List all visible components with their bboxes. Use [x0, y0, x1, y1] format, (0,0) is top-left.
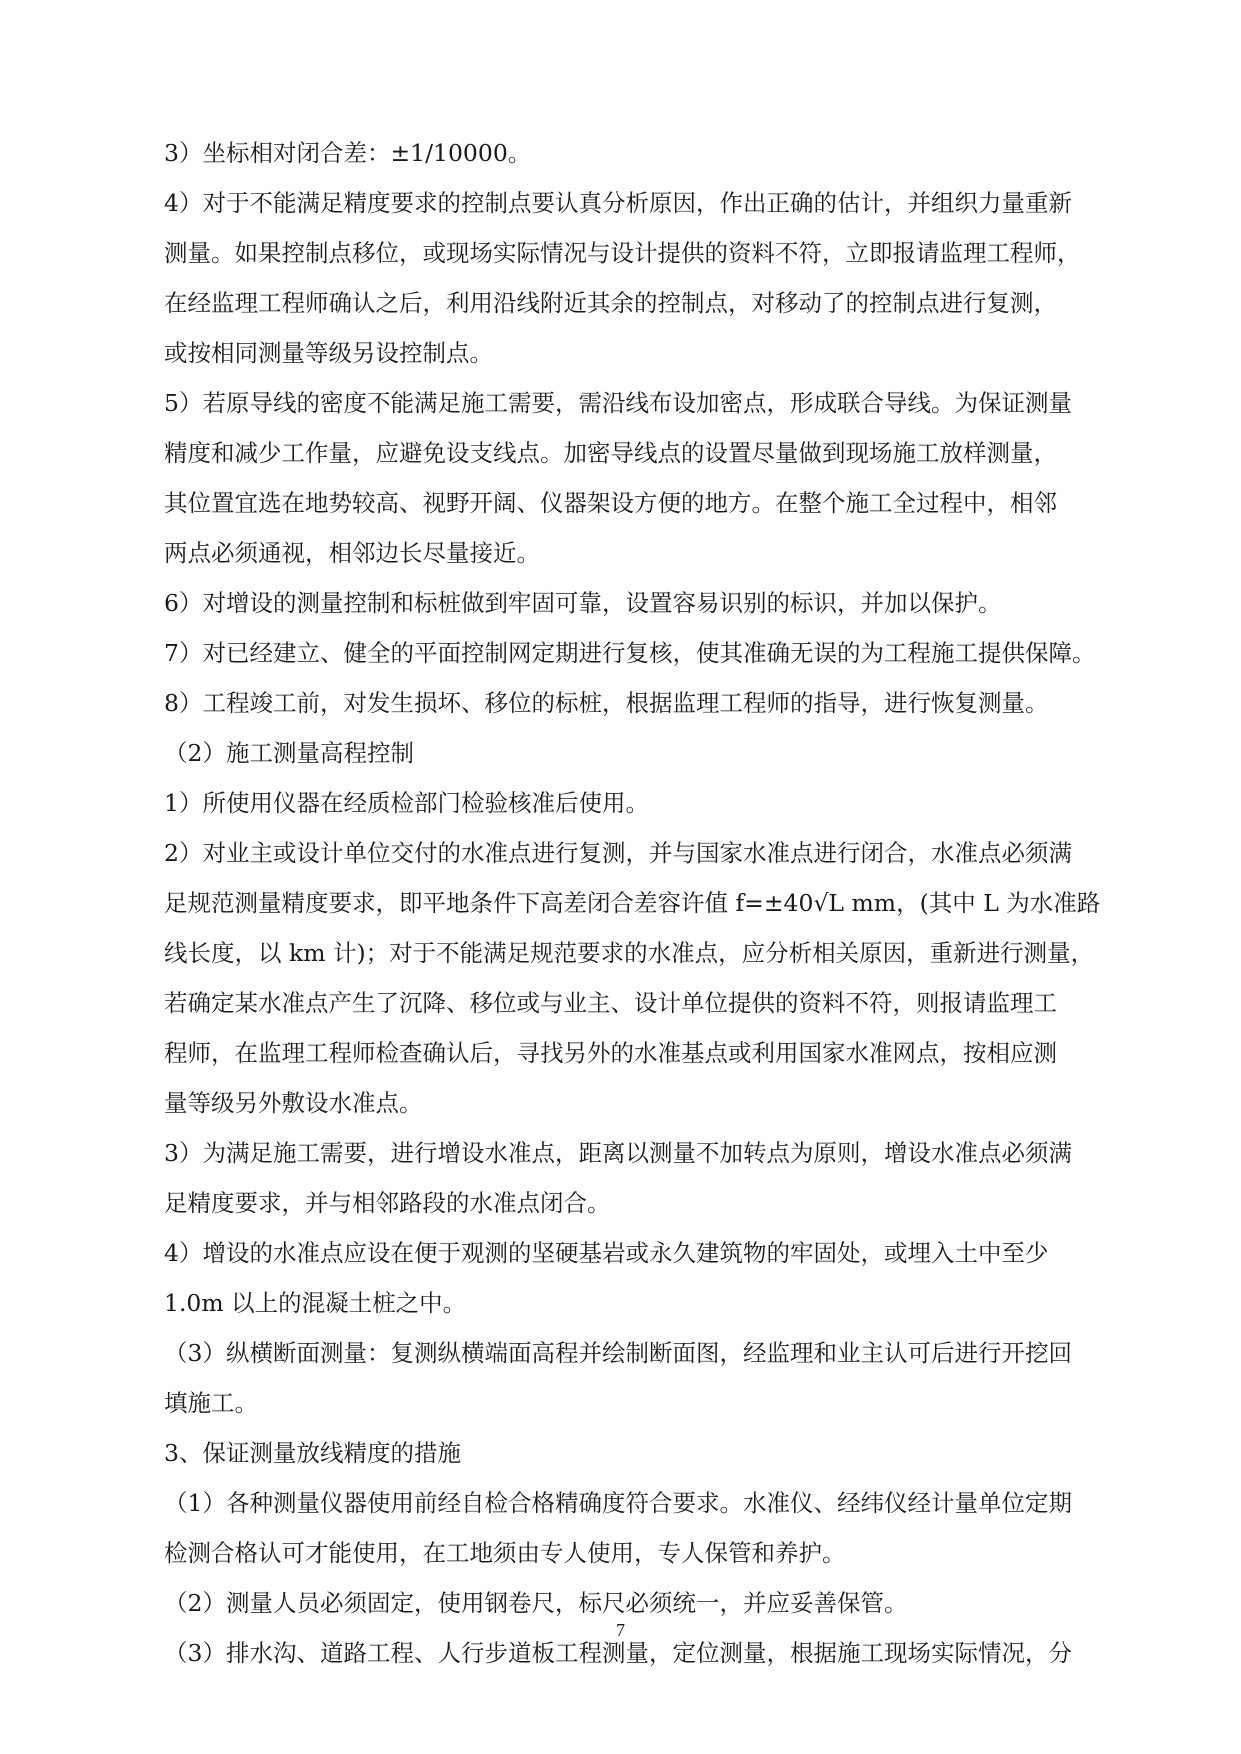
body-line: （3）排水沟、道路工程、人行步道板工程测量，定位测量，根据施工现场实际情况，分: [164, 1639, 1072, 1667]
body-line: 1）所使用仪器在经质检部门检验核准后使用。: [164, 789, 649, 817]
body-line: 7）对已经建立、健全的平面控制网定期进行复核，使其准确无误的为工程施工提供保障。: [164, 639, 1096, 667]
body-line: （2）测量人员必须固定，使用钢卷尺，标尺必须统一，并应妥善保管。: [164, 1589, 908, 1617]
body-line: 足精度要求，并与相邻路段的水准点闭合。: [164, 1189, 611, 1217]
body-line: 量等级另外敷设水准点。: [164, 1089, 423, 1117]
body-line: 检测合格认可才能使用，在工地须由专人使用，专人保管和养护。: [164, 1539, 846, 1567]
body-line: 测量。如果控制点移位，或现场实际情况与设计提供的资料不符，立即报请监理工程师，: [164, 239, 1081, 267]
body-line: 3）为满足施工需要，进行增设水准点，距离以测量不加转点为原则，增设水准点必须满: [164, 1139, 1072, 1167]
body-line: 精度和减少工作量，应避免设支线点。加密导线点的设置尽量做到现场施工放样测量，: [164, 439, 1057, 467]
body-line: 两点必须通视，相邻边长尽量接近。: [164, 539, 540, 567]
page-number: 7: [616, 1620, 625, 1640]
body-line: 4）对于不能满足精度要求的控制点要认真分析原因，作出正确的估计，并组织力量重新: [164, 189, 1072, 217]
section-heading: 3、保证测量放线精度的措施: [164, 1439, 461, 1467]
body-line: 若确定某水准点产生了沉降、移位或与业主、设计单位提供的资料不符，则报请监理工: [164, 989, 1057, 1017]
body-line: 填施工。: [164, 1389, 258, 1417]
body-line: 程师，在监理工程师检查确认后，寻找另外的水准基点或利用国家水准网点，按相应测: [164, 1039, 1057, 1067]
body-line: （1）各种测量仪器使用前经自检合格精确度符合要求。水准仪、经纬仪经计量单位定期: [164, 1489, 1072, 1517]
body-line: （3）纵横断面测量：复测纵横端面高程并绘制断面图，经监理和业主认可后进行开挖回: [164, 1339, 1072, 1367]
body-line: 在经监理工程师确认之后，利用沿线附近其余的控制点，对移动了的控制点进行复测，: [164, 289, 1057, 317]
document-body: [164, 128, 1124, 1678]
section-heading: （2）施工测量高程控制: [164, 739, 414, 767]
body-line: 4）增设的水准点应设在便于观测的坚硬基岩或永久建筑物的牢固处，或埋入土中至少: [164, 1239, 1049, 1267]
body-line: 其位置宜选在地势较高、视野开阔、仪器架设方便的地方。在整个施工全过程中，相邻: [164, 489, 1057, 517]
body-line: 2）对业主或设计单位交付的水准点进行复测，并与国家水准点进行闭合，水准点必须满: [164, 839, 1072, 867]
body-line: 3）坐标相对闭合差：±1/10000。: [164, 139, 532, 167]
body-line: 6）对增设的测量控制和标桩做到牢固可靠，设置容易识别的标识，并加以保护。: [164, 589, 1002, 617]
body-line: 1.0m 以上的混凝土桩之中。: [164, 1289, 467, 1317]
body-line: 8）工程竣工前，对发生损坏、移位的标桩，根据监理工程师的指导，进行恢复测量。: [164, 689, 1049, 717]
body-line: 或按相同测量等级另设控制点。: [164, 339, 493, 367]
body-line: 足规范测量精度要求，即平地条件下高差闭合差容许值 f=±40√L mm，(其中 L 为水准路: [164, 889, 1101, 917]
body-line: 线长度，以 km 计)；对于不能满足规范要求的水准点，应分析相关原因，重新进行测量，: [164, 939, 1095, 967]
body-line: 5）若原导线的密度不能满足施工需要，需沿线布设加密点，形成联合导线。为保证测量: [164, 389, 1072, 417]
